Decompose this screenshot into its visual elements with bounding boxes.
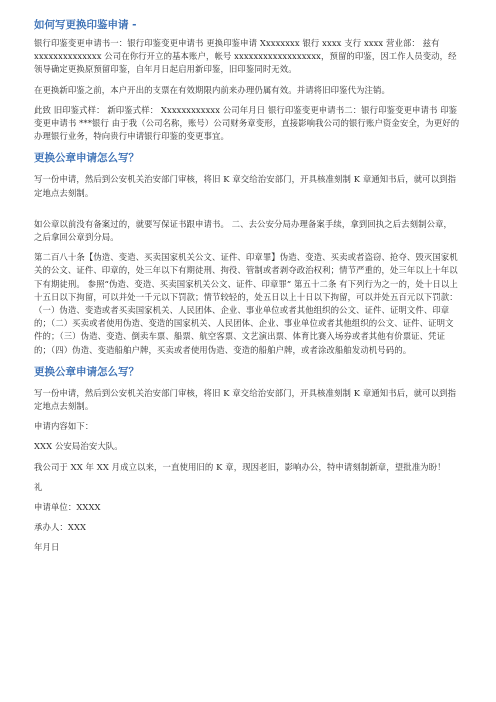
paragraph: 如公章以前没有备案过的，就要写保证书跟申请书。 二、去公安分局办理备案手续，拿到回执之后去刻制公章，之后拿回公章到分局。	[34, 218, 453, 243]
application-label: 申请内容如下：	[34, 421, 94, 432]
application-unit: 申请单位：XXXX	[34, 502, 101, 513]
application-body: 我公司于 XX 年 XX 月成立以来，一直使用旧的 K 章，现因老旧，影响办公，特申请刻制新章，望批准为盼！	[34, 461, 446, 472]
paragraph: 第二百八十条【伪造、变造、买卖国家机关公文、证件、印章罪】伪造、变造、买卖或者盗窃、抢夺、毁灭国家机关的公文、证件、印章的，处三年以下有期徒刑、拘役、管制或者剥夺政治权利；情节严重的，处三年以上十年以下有期徒刑。 参照“伪造、变造、买卖国家机关公文、证件、印章罪” 第五十二条 有下列行为之一的，处十日以上十五日以下拘留，可以并处一千元以下罚款；情节较轻的，处五日以上十日以下拘留，可以并处五百元以下罚款： （一）伪造、变造或者买卖国家机关、人民团体、企业、事业单位或者其他组织的公文、证件、证明文件、印章的；（二）买卖或者使用伪造、变造的国家机关、人民团体、企业、事业单位或者其他组织的公文、证件、证明文件的；（三）伪造、变造、倒卖车票、船票、航空客票、文艺演出票、体育比赛入场券或者其他有价票证、凭证的；（四）伪造、变造船舶户牌，买卖或者使用伪造、变造的船舶户牌，或者涂改船舶发动机号码的。	[34, 252, 458, 355]
paragraph: 写一份申请，然后到公安机关治安部门审核，将旧 K 章交给治安部门，开具核准刻制 K 章通知书后，就可以到指定地点去刻制。	[34, 387, 457, 412]
paragraph: 写一份申请，然后到公安机关治安部门审核，将旧 K 章交给治安部门，开具核准刻制 K 章通知书后，就可以到指定地点去刻制。	[34, 174, 457, 198]
paragraph: 在更换新印鉴之前，本户开出的支票在有效期限内前来办理仍属有效。并请将旧印鉴代为注销。	[34, 84, 390, 95]
application-closing: 礼	[34, 481, 43, 492]
application-date: 年月日	[34, 542, 60, 553]
page-title: 如何写更换印鉴申请 -	[34, 19, 137, 31]
section-heading: 更换公章申请怎么写？	[34, 152, 139, 165]
application-recipient: XXX 公安局治安大队。	[34, 441, 123, 452]
application-person: 承办人：XXX	[34, 522, 87, 533]
paragraph: 银行印鉴变更申请书一：银行印鉴变更申请书 更换印鉴申请 Xxxxxxxx 银行 xxxx 支行 xxxx 营业部： 兹有 xxxxxxxxxxxxxx 公司在你行开立的基本账户，帐号 xxxxxxxxxxxxxxxxxx，预留的印鉴，因工作人员变动，经领导确定更换原预留印鉴，自年月日起启用新印鉴，旧印鉴同时无效。	[34, 38, 457, 75]
section-heading: 更换公章申请怎么写？	[34, 365, 139, 378]
paragraph: 此致 旧印鉴式样： 新印鉴式样： Xxxxxxxxxxxx 公司年月日 银行印鉴变更申请书二：银行印鉴变更申请书 印鉴变更申请书 ***银行 由于我（公司名称，账号）公司财务章变形，直接影响我公司的银行账户资金安全，为更好的办理银行业务，特向贵行申请银行印鉴的变更事宜。	[34, 104, 460, 142]
